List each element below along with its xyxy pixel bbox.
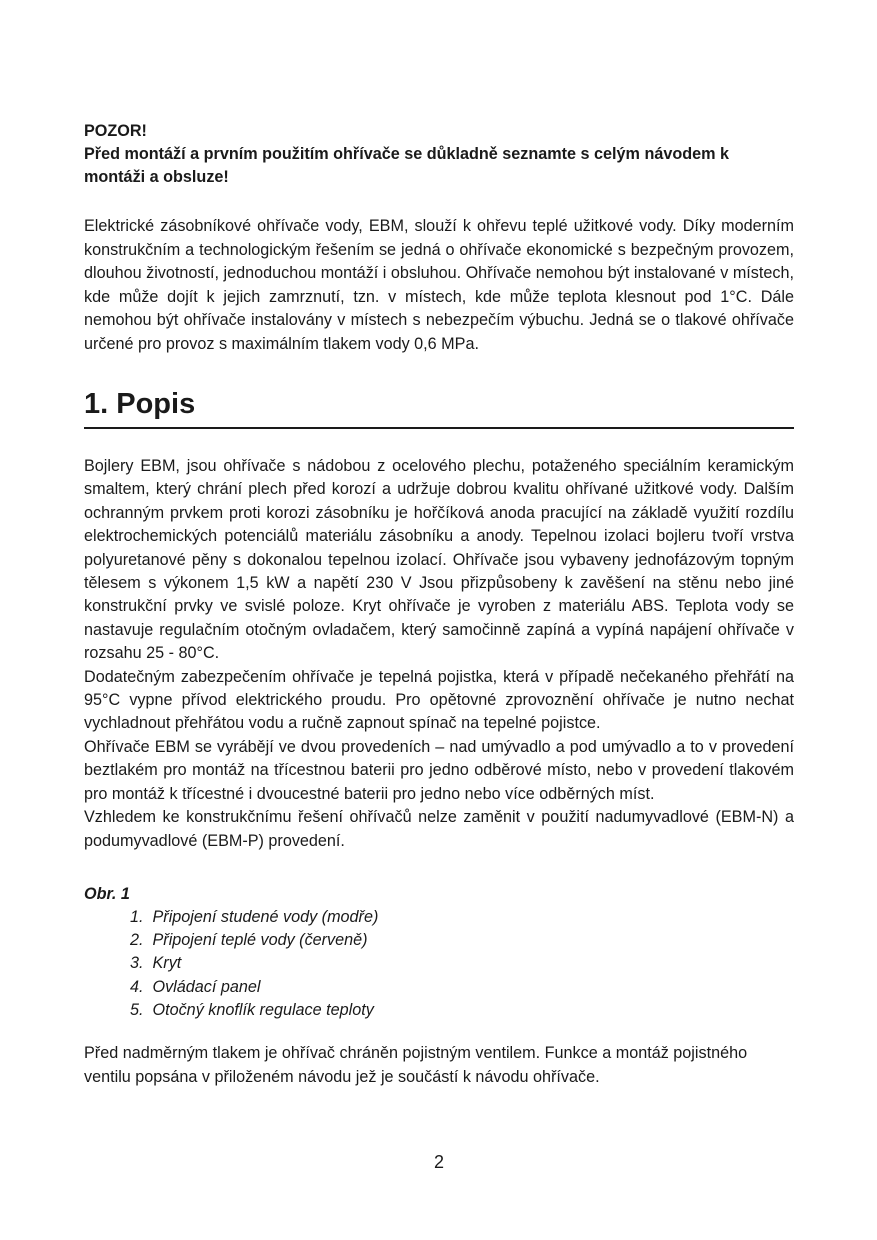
list-item-label: Ovládací panel [152,977,261,996]
description-paragraph: Vzhledem ke konstrukčnímu řešení ohřívačů nelze zaměnit v použití nadumyvadlové (EBM-N) a podumyvadlové (EBM-P) provedení. [84,808,794,850]
description-paragraph: Bojlery EBM, jsou ohřívače s nádobou z ocelového plechu, potaženého speciálním keramickým smaltem, který chrání plech před korozí a udržuje dobrou kvalitu ohřívané užitkové vody. Dalším ochranným prvkem proti korozi zásobníku je hořčíková anoda pracující na základě využití rozdílu elektrochemických potenciálů materiálu zásobníku a anody. Tepelnou izolaci bojleru tvoří vrstva polyuretanové pěny s dokonalou tepelnou izolací. Ohřívače jsou vybaveny jednofázovým topným tělesem s výkonem 1,5 kW a napětí 230 V Jsou přizpůsobeny k zavěšení na stěnu nebo jiné konstrukční prvky ve svislé poloze. Kryt ohřívače je vyroben z materiálu ABS. Teplota vody se nastavuje regulačním otočným ovladačem, který samočinně zapíná a vypíná napájení ohřívače v rozsahu 25 - 80°C. [84,457,794,663]
page-number: 2 [433,1152,444,1172]
intro-paragraph: Elektrické zásobníkové ohřívače vody, EBM, slouží k ohřevu teplé užitkové vody. Díky moderním konstrukčním a technologickým řešením se jedná o ohřívače ekonomické s bezpečným provozem, dlouhou životností, jednoduchou montáží i obsluhou. Ohřívače nemohou být instalované v místech, kde může dojít k jejich zamrznutí, tzn. v místech, kde může teplota klesnout pod 1°C. Dále nemohou být ohřívače instalovány v místech s nebezpečím výbuchu. Jedná se o tlakové ohřívače určené pro provoz s maximálním tlakem vody 0,6 MPa. [84,217,794,353]
warning-heading: POZOR! [84,122,147,140]
warning-text: Před montáží a prvním použitím ohřívače se důkladně seznamte s celým návodem k montáži a obsluze! [84,145,730,186]
description-paragraph: Ohřívače EBM se vyrábějí ve dvou provedeních – nad umývadlo a pod umývadlo a to v provedení beztlakém pro montáž na třícestnou baterii pro jedno odběrové místo, nebo v provedení tlakovém pro montáž k třícestné i dvoucestné baterii pro jedno nebo více odběrných míst. [84,737,794,803]
closing-paragraph: Před nadměrným tlakem je ohřívač chráněn pojistným ventilem. Funkce a montáž pojistného ventilu popsána v přiloženém návodu jež je součástí k návodu ohřívače. [84,1044,748,1086]
list-item-number: 5. [130,1000,144,1019]
description-paragraph: Dodatečným zabezpečením ohřívače je tepelná pojistka, která v případě nečekaného přehřátí na 95°C vypne přívod elektrického proudu. Pro opětovné zprovoznění ohřívače je nutno nechat vychladnout přehřátou vodu a ručně zapnout spínač na tepelné pojistce. [84,667,794,733]
figure-title: Obr. 1 [84,885,130,903]
figure-legend-list [130,906,378,1022]
list-item-number: 2. [130,931,144,950]
list-item [130,906,378,929]
list-item [130,952,378,975]
list-item-label: Připojení teplé vody (červeně) [152,931,368,950]
list-item-label: Kryt [152,954,182,973]
list-item [130,976,378,999]
list-item [130,929,378,952]
list-item-label: Otočný knoflík regulace teploty [152,1000,374,1019]
list-item-number: 1. [130,908,144,926]
list-item-label: Připojení studené vody (modře) [152,908,379,926]
list-item-number: 4. [130,977,144,996]
warning-block [84,120,794,189]
section-title: 1. Popis [84,384,794,429]
description-body [84,455,794,853]
document-page [84,0,794,1240]
list-item [130,999,378,1022]
list-item-number: 3. [130,954,144,973]
